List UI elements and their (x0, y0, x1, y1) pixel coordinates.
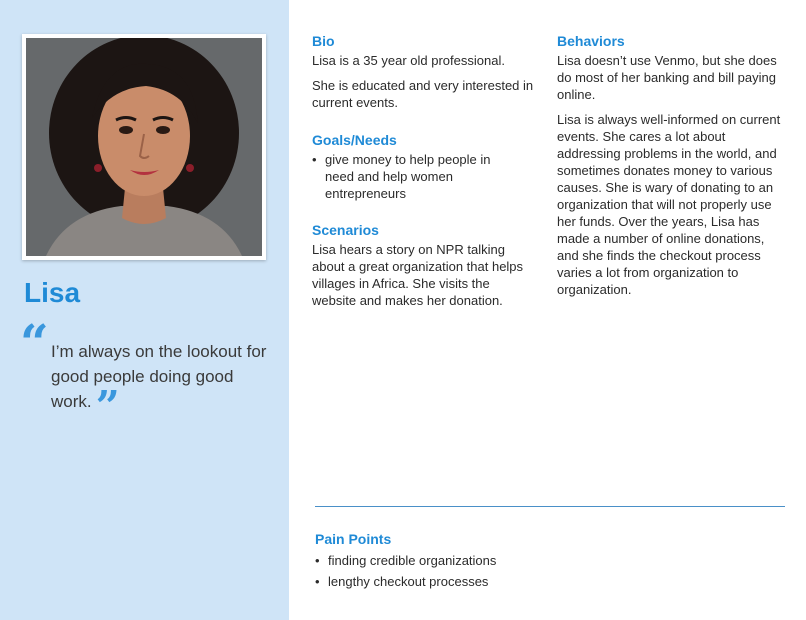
behaviors-paragraph-2: Lisa is always well-informed on current events. She cares a lot about addressing problems in the world, and sometimes donates money to various causes. She is wary of donating to an organization that will not properly use her funds. Over the years, Lisa has made a number of online donations, and she finds the checkout process varies a lot from organization to organization. (557, 112, 781, 297)
persona-photo-frame (22, 34, 266, 260)
quote-close-mark: ” (95, 382, 120, 431)
pain-point-item: • lengthy checkout processes (315, 571, 615, 592)
section-divider (315, 506, 785, 507)
goals-section (312, 132, 512, 202)
behaviors-heading: Behaviors (557, 33, 625, 49)
pain-points-list (315, 550, 615, 592)
behaviors-section (557, 33, 787, 306)
persona-name: Lisa (24, 277, 81, 308)
bio-section (312, 33, 534, 119)
bio-heading: Bio (312, 33, 335, 49)
pain-points-section (315, 531, 615, 592)
pain-point-item: • finding credible organizations (315, 550, 615, 571)
bio-paragraph-2: She is educated and very interested in current events. (312, 78, 534, 110)
pain-points-heading: Pain Points (315, 531, 392, 547)
persona-quote (51, 339, 276, 431)
quote-open-mark: “ (20, 313, 49, 372)
scenarios-text: Lisa hears a story on NPR talking about a great organization that helps villages in Africa. She visits the website and makes her donation. (312, 242, 524, 308)
behaviors-paragraph-1: Lisa doesn’t use Venmo, but she does do most of her banking and bill paying online. (557, 53, 777, 102)
goals-item: • give money to help people in need and help women entrepreneurs (312, 151, 512, 202)
scenarios-section (312, 222, 534, 317)
persona-photo (26, 38, 262, 256)
goals-heading: Goals/Needs (312, 132, 397, 148)
scenarios-heading: Scenarios (312, 222, 379, 238)
bio-paragraph-1: Lisa is a 35 year old professional. (312, 53, 505, 68)
persona-portrait-illustration (26, 38, 262, 256)
persona-quote-text: I’m always on the lookout for good people doing good work. (51, 342, 267, 411)
persona-sidebar (0, 0, 289, 620)
goals-list (312, 151, 512, 202)
